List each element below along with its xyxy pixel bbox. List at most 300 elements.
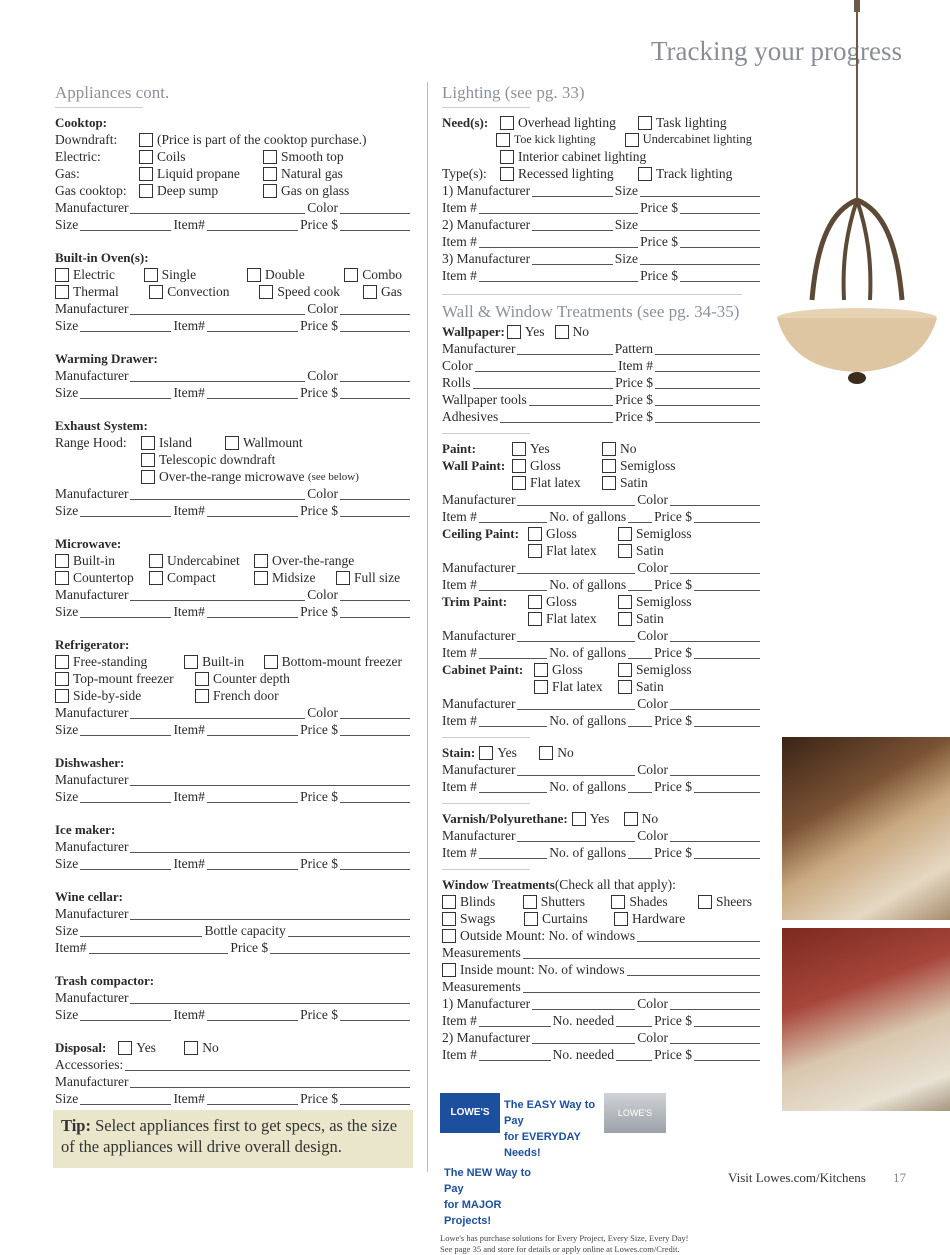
label: Gloss xyxy=(552,661,583,677)
color-field[interactable] xyxy=(340,589,410,601)
lowes-credit-ad[interactable] xyxy=(440,1093,770,1255)
size-field[interactable] xyxy=(80,1009,171,1021)
label: Manufacturer xyxy=(55,1073,129,1089)
label: Over-the-range xyxy=(272,552,355,568)
color-field[interactable] xyxy=(340,303,410,315)
label: Price $ xyxy=(300,317,338,333)
checkbox[interactable] xyxy=(254,571,268,585)
price-field[interactable] xyxy=(694,715,760,727)
item-field[interactable] xyxy=(479,781,547,793)
lowes-card-logo: LOWE'S xyxy=(440,1093,500,1133)
label: (see below) xyxy=(307,470,359,483)
checkbox[interactable] xyxy=(618,595,632,609)
manufacturer-field[interactable] xyxy=(517,630,635,642)
label: Free-standing xyxy=(73,653,148,669)
price-field[interactable] xyxy=(340,505,410,517)
item-field[interactable] xyxy=(479,1015,551,1027)
label: Price $ xyxy=(300,855,338,871)
disposal-section xyxy=(55,1039,412,1107)
label: Accessories: xyxy=(55,1056,124,1072)
label: Manufacturer xyxy=(55,367,129,383)
label: No. needed xyxy=(552,1012,615,1028)
checkbox[interactable] xyxy=(442,895,456,909)
color-field[interactable] xyxy=(340,202,410,214)
item-field[interactable] xyxy=(207,219,298,231)
checkbox[interactable] xyxy=(264,655,278,669)
checkbox[interactable] xyxy=(618,612,632,626)
checkbox[interactable] xyxy=(625,133,639,147)
manufacturer-field[interactable] xyxy=(130,774,410,786)
label: Color xyxy=(307,199,338,215)
checkbox[interactable] xyxy=(602,459,616,473)
label: Over-the-range microwave xyxy=(159,468,305,484)
varnish-yes-checkbox[interactable] xyxy=(572,812,586,826)
deep-sump-checkbox[interactable] xyxy=(139,184,153,198)
price-field[interactable] xyxy=(655,377,760,389)
label: Price $ xyxy=(615,408,653,424)
checkbox[interactable] xyxy=(528,612,542,626)
label: Price $ xyxy=(654,712,692,728)
label: Manufacturer xyxy=(55,199,129,215)
bottle-capacity-field[interactable] xyxy=(288,925,410,937)
label: Gloss xyxy=(546,593,577,609)
label: Item# xyxy=(173,603,205,619)
manufacturer-field[interactable] xyxy=(130,202,305,214)
manufacturer-field[interactable] xyxy=(517,764,635,776)
downdraft-checkbox[interactable] xyxy=(139,133,153,147)
wine-section xyxy=(55,888,412,956)
needed-field[interactable] xyxy=(616,1049,652,1061)
price-field[interactable] xyxy=(340,791,410,803)
manufacturer-field[interactable] xyxy=(130,908,410,920)
checkbox[interactable] xyxy=(195,689,209,703)
label: 1) Manufacturer xyxy=(442,995,531,1011)
price-field[interactable] xyxy=(340,606,410,618)
label: Manufacturer xyxy=(55,771,129,787)
label: Size xyxy=(55,502,79,518)
paint-yes-checkbox[interactable] xyxy=(512,442,526,456)
label: Manufacturer xyxy=(55,586,129,602)
price-field[interactable] xyxy=(340,387,410,399)
item-field[interactable] xyxy=(207,1009,298,1021)
manufacturer-field[interactable] xyxy=(130,841,410,853)
item-field[interactable] xyxy=(479,202,638,214)
item-field[interactable] xyxy=(207,387,298,399)
color-field[interactable] xyxy=(670,764,760,776)
price-field[interactable] xyxy=(694,579,760,591)
tip-box xyxy=(53,1110,413,1168)
item-field[interactable] xyxy=(89,942,229,954)
checkbox[interactable] xyxy=(184,655,198,669)
label: Satin xyxy=(636,678,664,694)
price-field[interactable] xyxy=(340,1093,410,1105)
checkbox[interactable] xyxy=(528,595,542,609)
accessories-field[interactable] xyxy=(125,1059,410,1071)
checkbox[interactable] xyxy=(602,476,616,490)
checkbox[interactable] xyxy=(55,268,69,282)
size-field[interactable] xyxy=(80,925,202,937)
adhesives-field[interactable] xyxy=(500,411,613,423)
label: Price $ xyxy=(654,576,692,592)
wallpaper-yes-checkbox[interactable] xyxy=(507,325,521,339)
size-field[interactable] xyxy=(640,185,760,197)
color-field[interactable] xyxy=(670,630,760,642)
label: Size xyxy=(55,788,79,804)
price-field[interactable] xyxy=(655,394,760,406)
gallons-field[interactable] xyxy=(628,715,652,727)
disposal-no-checkbox[interactable] xyxy=(184,1041,198,1055)
label: Range Hood: xyxy=(55,434,127,450)
manufacturer-field[interactable] xyxy=(130,707,305,719)
label: No xyxy=(202,1039,219,1055)
item-field[interactable] xyxy=(479,715,547,727)
checkbox[interactable] xyxy=(55,554,69,568)
label: Price $ xyxy=(300,216,338,232)
label: Color xyxy=(442,357,473,373)
dishwasher-heading: Dishwasher: xyxy=(55,755,125,770)
label: Countertop xyxy=(73,569,134,585)
label: Manufacturer xyxy=(442,695,516,711)
needed-field[interactable] xyxy=(616,1015,652,1027)
price-field[interactable] xyxy=(694,847,760,859)
label: 2) Manufacturer xyxy=(442,1029,531,1045)
manufacturer-field[interactable] xyxy=(532,219,613,231)
label: Flat latex xyxy=(546,542,597,558)
color-field[interactable] xyxy=(670,494,760,506)
label: Size xyxy=(55,216,79,232)
checkbox[interactable] xyxy=(524,912,538,926)
manufacturer-field[interactable] xyxy=(130,992,410,1004)
manufacturer-field[interactable] xyxy=(130,303,305,315)
label: Downdraft: xyxy=(55,131,118,147)
label: No. of gallons xyxy=(549,844,627,860)
label: Gas cooktop: xyxy=(55,182,127,198)
manufacturer-field[interactable] xyxy=(517,562,635,574)
disposal-yes-checkbox[interactable] xyxy=(118,1041,132,1055)
rolls-field[interactable] xyxy=(473,377,614,389)
item-field[interactable] xyxy=(479,270,638,282)
label: Item# xyxy=(173,317,205,333)
label: Electric xyxy=(73,266,115,282)
manufacturer-field[interactable] xyxy=(532,185,613,197)
color-field[interactable] xyxy=(340,488,410,500)
measurements-field[interactable] xyxy=(523,981,760,993)
size-field[interactable] xyxy=(80,320,171,332)
size-field[interactable] xyxy=(640,253,760,265)
checkbox[interactable] xyxy=(638,167,652,181)
label: Price $ xyxy=(615,391,653,407)
label: Flat latex xyxy=(546,610,597,626)
label: Price $ xyxy=(300,603,338,619)
item-field[interactable] xyxy=(207,505,298,517)
color-field[interactable] xyxy=(670,1032,760,1044)
label: Toe kick lighting xyxy=(513,132,596,146)
label: Counter depth xyxy=(213,670,290,686)
item-field[interactable] xyxy=(207,1093,298,1105)
label: Price $ xyxy=(300,1090,338,1106)
coils-checkbox[interactable] xyxy=(139,150,153,164)
checkbox[interactable] xyxy=(149,285,163,299)
item-field[interactable] xyxy=(479,1049,551,1061)
page-number: 17 xyxy=(893,1170,906,1185)
gallons-field[interactable] xyxy=(628,511,652,523)
checkbox[interactable] xyxy=(534,680,548,694)
label: No. of gallons xyxy=(549,644,627,660)
label: Size xyxy=(614,182,638,198)
checkbox[interactable] xyxy=(618,680,632,694)
microwave-section xyxy=(55,535,412,620)
divider xyxy=(442,107,530,108)
price-field[interactable] xyxy=(694,781,760,793)
label: Yes xyxy=(524,323,545,339)
smooth-top-checkbox[interactable] xyxy=(263,150,277,164)
price-field[interactable] xyxy=(694,511,760,523)
label: Size xyxy=(55,603,79,619)
manufacturer-field[interactable] xyxy=(517,830,635,842)
label: Flat latex xyxy=(530,474,581,490)
stain-no-checkbox[interactable] xyxy=(539,746,553,760)
label: Size xyxy=(614,250,638,266)
tools-field[interactable] xyxy=(529,394,613,406)
label: Item # xyxy=(442,644,477,660)
wallmount-checkbox[interactable] xyxy=(225,436,239,450)
price-field[interactable] xyxy=(340,219,410,231)
item-field[interactable] xyxy=(207,606,298,618)
price-field[interactable] xyxy=(340,724,410,736)
island-checkbox[interactable] xyxy=(141,436,155,450)
manufacturer-field[interactable] xyxy=(130,589,305,601)
checkbox[interactable] xyxy=(500,116,514,130)
color-field[interactable] xyxy=(670,998,760,1010)
item-field[interactable] xyxy=(479,236,638,248)
label: Side-by-side xyxy=(73,687,142,703)
ad-line: The NEW Way to Pay xyxy=(444,1167,531,1195)
size-field[interactable] xyxy=(80,1093,171,1105)
outside-mount-checkbox[interactable] xyxy=(442,929,456,943)
inside-mount-checkbox[interactable] xyxy=(442,963,456,977)
item-field[interactable] xyxy=(207,791,298,803)
item-field[interactable] xyxy=(207,724,298,736)
checkbox[interactable] xyxy=(528,544,542,558)
label: No. of gallons xyxy=(549,576,627,592)
size-field[interactable] xyxy=(640,219,760,231)
price-field[interactable] xyxy=(680,236,760,248)
item-field[interactable] xyxy=(479,847,547,859)
checkbox[interactable] xyxy=(638,116,652,130)
size-field[interactable] xyxy=(80,606,171,618)
label: Price $ xyxy=(654,844,692,860)
checkbox[interactable] xyxy=(512,476,526,490)
checkbox[interactable] xyxy=(336,571,350,585)
label: Satin xyxy=(636,610,664,626)
label: Undercabinet lighting xyxy=(642,132,752,146)
price-field[interactable] xyxy=(340,320,410,332)
checkbox[interactable] xyxy=(344,268,358,282)
color-field[interactable] xyxy=(340,707,410,719)
label: No xyxy=(572,323,589,339)
label: Island xyxy=(159,434,192,450)
exhaust-heading: Exhaust System: xyxy=(55,418,148,433)
price-field[interactable] xyxy=(694,647,760,659)
ng-checkbox[interactable] xyxy=(263,167,277,181)
color-field[interactable] xyxy=(340,370,410,382)
measurements-field[interactable] xyxy=(523,947,760,959)
color-field[interactable] xyxy=(475,360,616,372)
manufacturer-field[interactable] xyxy=(532,998,635,1010)
label: Gas on glass xyxy=(281,182,350,198)
label: Item# xyxy=(173,1090,205,1106)
color-field[interactable] xyxy=(670,562,760,574)
size-field[interactable] xyxy=(80,505,171,517)
color-field[interactable] xyxy=(670,698,760,710)
label: Undercabinet xyxy=(167,552,240,568)
label: Size xyxy=(55,1090,79,1106)
label: Price $ xyxy=(654,644,692,660)
lowes-card2-logo: LOWE'S xyxy=(604,1093,666,1133)
gallons-field[interactable] xyxy=(628,579,652,591)
price-field[interactable] xyxy=(680,202,760,214)
price-field[interactable] xyxy=(694,1049,760,1061)
checkbox[interactable] xyxy=(618,527,632,541)
checkbox[interactable] xyxy=(611,895,625,909)
label: Manufacturer xyxy=(442,559,516,575)
label: Gloss xyxy=(546,525,577,541)
outside-windows-field[interactable] xyxy=(637,930,760,942)
item-field[interactable] xyxy=(479,647,547,659)
item-field[interactable] xyxy=(207,320,298,332)
label: Built-in xyxy=(73,552,116,568)
price-field[interactable] xyxy=(340,858,410,870)
ad-fine-print: See page 35 and store for details or apply online at Lowes.com/Credit. xyxy=(440,1244,680,1254)
price-field[interactable] xyxy=(270,942,410,954)
size-field[interactable] xyxy=(80,219,171,231)
label: Gas: xyxy=(55,165,80,181)
label: Yes xyxy=(497,744,517,760)
checkbox[interactable] xyxy=(528,527,542,541)
varnish-no-checkbox[interactable] xyxy=(624,812,638,826)
label: Item # xyxy=(442,844,477,860)
checkbox[interactable] xyxy=(534,663,548,677)
price-field[interactable] xyxy=(694,1015,760,1027)
label: French door xyxy=(213,687,279,703)
lp-checkbox[interactable] xyxy=(139,167,153,181)
label: 2) Manufacturer xyxy=(442,216,531,232)
label: Compact xyxy=(167,569,216,585)
window-treatments-label: Window Treatments xyxy=(442,877,555,892)
manufacturer-field[interactable] xyxy=(130,488,305,500)
footer-link[interactable]: Visit Lowes.com/Kitchens xyxy=(728,1170,866,1185)
checkbox[interactable] xyxy=(195,672,209,686)
otr-microwave-checkbox[interactable] xyxy=(141,470,155,484)
label: Price $ xyxy=(300,502,338,518)
label: Item # xyxy=(442,1012,477,1028)
label: Price $ xyxy=(615,374,653,390)
label: Color xyxy=(637,995,668,1011)
label: Size xyxy=(614,216,638,232)
label: No. of gallons xyxy=(549,712,627,728)
label: Size xyxy=(55,384,79,400)
label: Price $ xyxy=(640,199,678,215)
checkbox[interactable] xyxy=(442,912,456,926)
manufacturer-field[interactable] xyxy=(532,1032,635,1044)
checkbox[interactable] xyxy=(618,663,632,677)
stain-yes-checkbox[interactable] xyxy=(479,746,493,760)
label: Item # xyxy=(442,576,477,592)
size-field[interactable] xyxy=(80,858,171,870)
price-field[interactable] xyxy=(680,270,760,282)
label: Bottom-mount freezer xyxy=(281,653,402,669)
checkbox[interactable] xyxy=(363,285,377,299)
gas-on-glass-checkbox[interactable] xyxy=(263,184,277,198)
wallpaper-no-checkbox[interactable] xyxy=(555,325,569,339)
checkbox[interactable] xyxy=(500,150,514,164)
label: Inside mount: No. of windows xyxy=(460,961,625,977)
label: Size xyxy=(55,317,79,333)
size-field[interactable] xyxy=(80,387,171,399)
item-field[interactable] xyxy=(655,360,760,372)
checkbox[interactable] xyxy=(259,285,273,299)
manufacturer-field[interactable] xyxy=(130,1076,410,1088)
price-field[interactable] xyxy=(655,411,760,423)
checkbox[interactable] xyxy=(55,689,69,703)
manufacturer-field[interactable] xyxy=(517,494,635,506)
checkbox[interactable] xyxy=(254,554,268,568)
telescopic-checkbox[interactable] xyxy=(141,453,155,467)
label: Bottle capacity xyxy=(204,922,286,938)
checkbox[interactable] xyxy=(523,895,537,909)
gallons-field[interactable] xyxy=(628,647,652,659)
label: Swags xyxy=(460,910,496,926)
manufacturer-field[interactable] xyxy=(517,698,635,710)
checkbox[interactable] xyxy=(55,571,69,585)
inside-windows-field[interactable] xyxy=(627,964,760,976)
label: Smooth top xyxy=(281,148,344,164)
item-field[interactable] xyxy=(479,579,547,591)
checkbox[interactable] xyxy=(247,268,261,282)
wall-paint-label: Wall Paint: xyxy=(442,458,506,473)
checkbox[interactable] xyxy=(500,167,514,181)
item-field[interactable] xyxy=(479,511,547,523)
manufacturer-field[interactable] xyxy=(130,370,305,382)
gallons-field[interactable] xyxy=(628,847,652,859)
manufacturer-field[interactable] xyxy=(517,343,612,355)
checkbox[interactable] xyxy=(698,895,712,909)
label: Price $ xyxy=(654,1046,692,1062)
paint-no-checkbox[interactable] xyxy=(602,442,616,456)
checkbox[interactable] xyxy=(512,459,526,473)
color-field[interactable] xyxy=(670,830,760,842)
checkbox[interactable] xyxy=(144,268,158,282)
checkbox[interactable] xyxy=(614,912,628,926)
pattern-field[interactable] xyxy=(655,343,760,355)
label: Midsize xyxy=(272,569,316,585)
checkbox[interactable] xyxy=(149,571,163,585)
label: Combo xyxy=(362,266,402,282)
checkbox[interactable] xyxy=(496,133,510,147)
manufacturer-field[interactable] xyxy=(532,253,613,265)
needs-label: Need(s): xyxy=(442,115,489,130)
price-field[interactable] xyxy=(340,1009,410,1021)
checkbox[interactable] xyxy=(55,655,69,669)
size-field[interactable] xyxy=(80,724,171,736)
checkbox[interactable] xyxy=(55,285,69,299)
checkbox[interactable] xyxy=(149,554,163,568)
gallons-field[interactable] xyxy=(628,781,652,793)
size-field[interactable] xyxy=(80,791,171,803)
checkbox[interactable] xyxy=(55,672,69,686)
checkbox[interactable] xyxy=(618,544,632,558)
item-field[interactable] xyxy=(207,858,298,870)
